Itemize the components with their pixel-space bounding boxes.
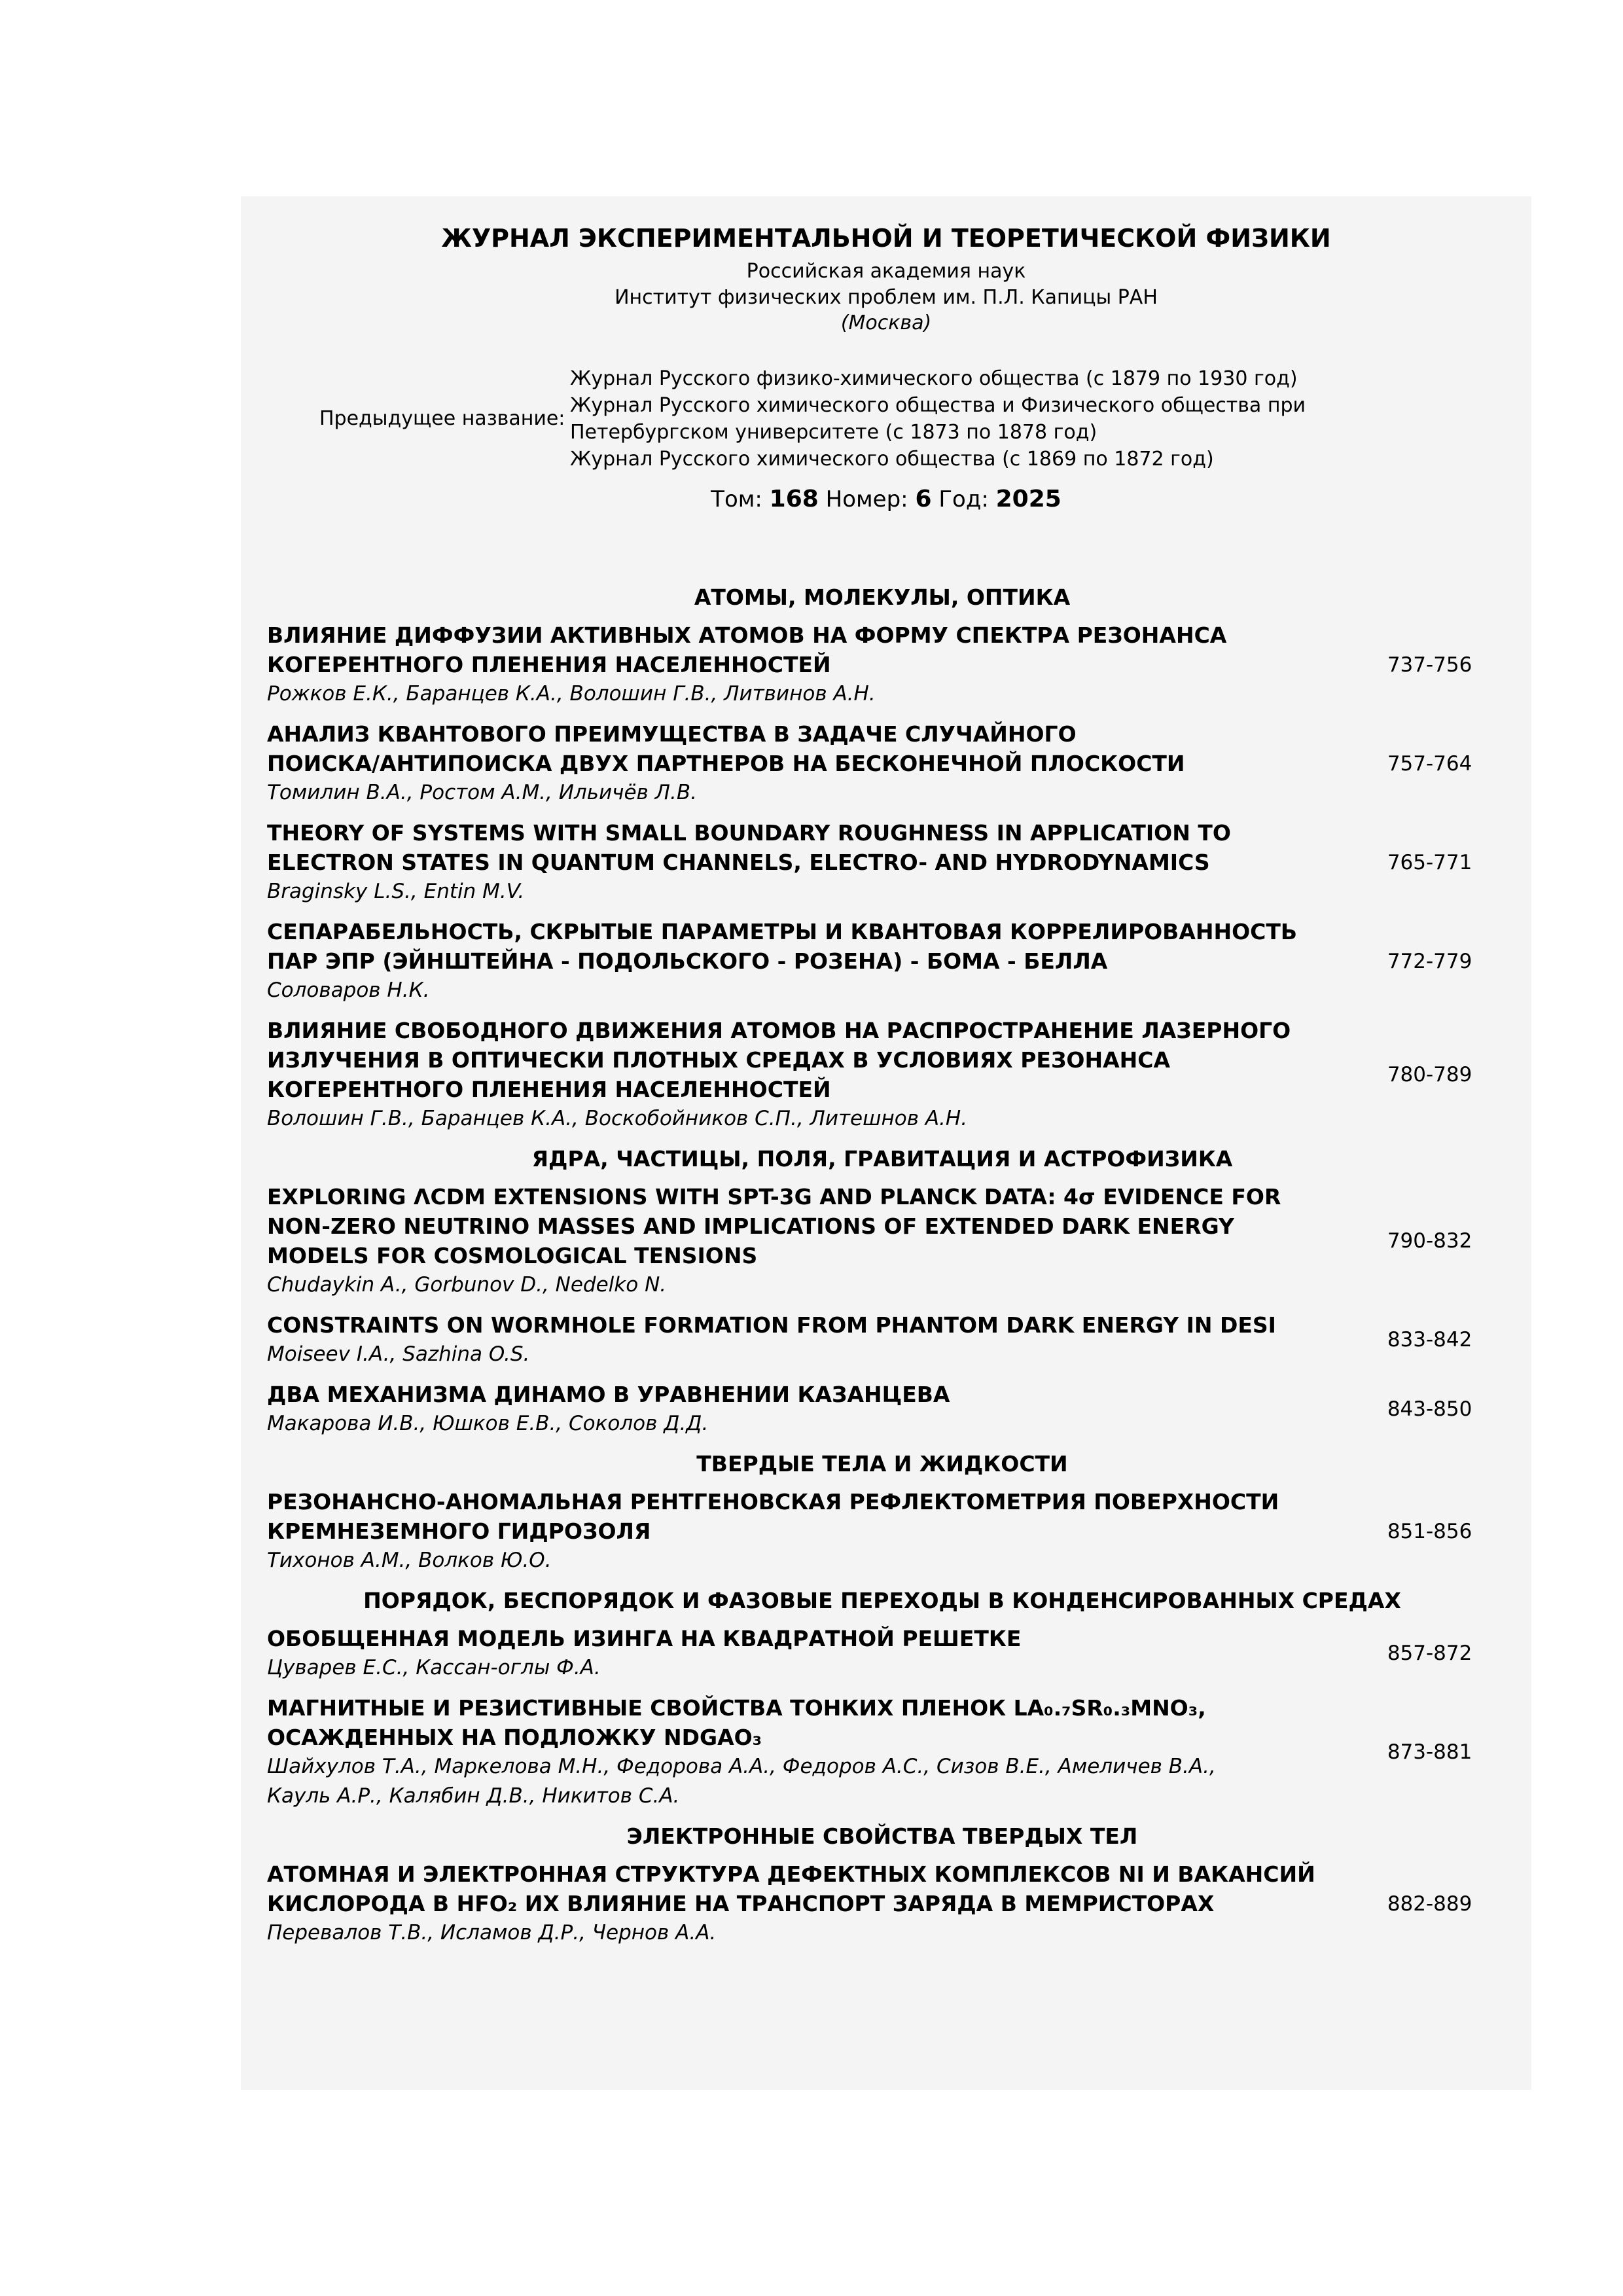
article-pages: 843-850 — [1387, 1397, 1472, 1421]
article-authors: Chudaykin A., Gorbunov D., Nedelko N. — [267, 1273, 667, 1297]
article-title-line[interactable]: РЕЗОНАНСНО-АНОМАЛЬНАЯ РЕНТГЕНОВСКАЯ РЕФЛЕКТОМЕТРИЯ ПОВЕРХНОСТИ — [267, 1489, 1279, 1515]
previous-name: Журнал Русского химического общества (с 1869 по 1872 год) — [570, 448, 1214, 471]
article-entry[interactable] — [267, 917, 1497, 1005]
article-title-line[interactable]: МАГНИТНЫЕ И РЕЗИСТИВНЫЕ СВОЙСТВА ТОНКИХ ПЛЕНОК LA₀.₇SR₀.₃MNO₃, — [267, 1695, 1206, 1721]
article-authors: Braginsky L.S., Entin M.V. — [267, 880, 525, 903]
volume: 168 — [769, 486, 819, 512]
number: 6 — [915, 486, 932, 512]
article-title-line[interactable]: ELECTRON STATES IN QUANTUM CHANNELS, ELECTRO- AND HYDRODYNAMICS — [267, 850, 1210, 875]
previous-name: Журнал Русского физико-химического общества (с 1879 по 1930 год) — [570, 367, 1298, 390]
article-title-line[interactable]: КОГЕРЕНТНОГО ПЛЕНЕНИЯ НАСЕЛЕННОСТЕЙ — [267, 1077, 831, 1102]
article-authors: Тихонов А.М., Волков Ю.О. — [267, 1549, 552, 1572]
article-body — [267, 1693, 1374, 1811]
article-body — [267, 1016, 1374, 1134]
article-entry[interactable] — [267, 1182, 1497, 1300]
article-title-line[interactable]: АТОМНАЯ И ЭЛЕКТРОННАЯ СТРУКТУРА ДЕФЕКТНЫХ КОМПЛЕКСОВ NI И ВАКАНСИЙ — [267, 1861, 1315, 1887]
article-entry[interactable] — [267, 818, 1497, 906]
article-authors: Цуварев Е.С., Кассан-оглы Ф.А. — [267, 1656, 601, 1679]
previous-names — [570, 365, 1306, 473]
article-entry[interactable] — [267, 1624, 1497, 1683]
article-title-line[interactable]: ОСАЖДЕННЫХ НА ПОДЛОЖКУ NDGAO₃ — [267, 1725, 762, 1750]
article-entry[interactable] — [267, 719, 1497, 808]
article-authors: Макарова И.В., Юшков Е.В., Соколов Д.Д. — [267, 1412, 709, 1435]
article-title-line[interactable]: ДВА МЕХАНИЗМА ДИНАМО В УРАВНЕНИИ КАЗАНЦЕВА — [267, 1382, 950, 1407]
article-title-line[interactable]: СЕПАРАБЕЛЬНОСТЬ, СКРЫТЫЕ ПАРАМЕТРЫ И КВАНТОВАЯ КОРРЕЛИРОВАННОСТЬ — [267, 919, 1298, 944]
article-body — [267, 1310, 1374, 1369]
article-body — [267, 1380, 1374, 1439]
volume-label: Том: — [711, 486, 762, 512]
previous-name: Петербургском университете (с 1873 по 1878 год) — [570, 421, 1097, 444]
article-title-line[interactable]: ПАР ЭПР (ЭЙНШТЕЙНА - ПОДОЛЬСКОГО - РОЗЕНА) - БОМА - БЕЛЛА — [267, 948, 1108, 974]
article-title-line[interactable]: EXPLORING ΛCDM EXTENSIONS WITH SPT-3G AND PLANCK DATA: 4σ EVIDENCE FOR — [267, 1184, 1281, 1210]
article-title-line[interactable]: CONSTRAINTS ON WORMHOLE FORMATION FROM PHANTOM DARK ENERGY IN DESI — [267, 1312, 1276, 1338]
article-pages: 780-789 — [1387, 1063, 1472, 1086]
previous-name-label: Предыдущее название: — [319, 407, 565, 430]
article-body — [267, 917, 1374, 1005]
article-title-line[interactable]: КОГЕРЕНТНОГО ПЛЕНЕНИЯ НАСЕЛЕННОСТЕЙ — [267, 652, 831, 677]
article-entry[interactable] — [267, 620, 1497, 709]
article-authors: Шайхулов Т.А., Маркелова М.Н., Федорова А.А., Федоров А.С., Сизов В.Е., Амеличев В.А., — [267, 1755, 1216, 1778]
article-title-line[interactable]: КРЕМНЕЗЕМНОГО ГИДРОЗОЛЯ — [267, 1518, 651, 1544]
year: 2025 — [995, 486, 1061, 512]
article-title-line[interactable]: NON-ZERO NEUTRINO MASSES AND IMPLICATIONS OF EXTENDED DARK ENERGY — [267, 1213, 1234, 1239]
previous-name: Журнал Русского химического общества и Физического общества при — [570, 394, 1306, 417]
article-body — [267, 1487, 1374, 1575]
toc-page — [241, 196, 1531, 2090]
article-pages: 790-832 — [1387, 1229, 1472, 1253]
article-pages: 772-779 — [1387, 949, 1472, 973]
article-pages: 765-771 — [1387, 850, 1472, 874]
issue-info — [241, 486, 1531, 512]
article-entry[interactable] — [267, 1859, 1497, 1948]
article-entry[interactable] — [267, 1380, 1497, 1439]
article-pages: 833-842 — [1387, 1328, 1472, 1352]
article-title-line[interactable]: MODELS FOR COSMOLOGICAL TENSIONS — [267, 1243, 758, 1268]
article-title-line[interactable]: ВЛИЯНИЕ ДИФФУЗИИ АКТИВНЫХ АТОМОВ НА ФОРМУ СПЕКТРА РЕЗОНАНСА — [267, 622, 1227, 648]
article-title-line[interactable]: ВЛИЯНИЕ СВОБОДНОГО ДВИЖЕНИЯ АТОМОВ НА РАСПРОСТРАНЕНИЕ ЛАЗЕРНОГО — [267, 1018, 1291, 1043]
city: (Москва) — [840, 312, 932, 334]
article-body — [267, 1182, 1374, 1300]
table-of-contents — [267, 579, 1497, 1958]
article-body — [267, 1859, 1374, 1948]
article-title-line[interactable]: THEORY OF SYSTEMS WITH SMALL BOUNDARY ROUGHNESS IN APPLICATION TO — [267, 820, 1231, 846]
article-authors: Томилин В.А., Ростом А.М., Ильичёв Л.В. — [267, 781, 697, 804]
article-entry[interactable] — [267, 1487, 1497, 1575]
number-label: Номер: — [825, 486, 908, 512]
journal-title: ЖУРНАЛ ЭКСПЕРИМЕНТАЛЬНОЙ И ТЕОРЕТИЧЕСКОЙ ФИЗИКИ — [441, 224, 1331, 253]
year-label: Год: — [938, 486, 989, 512]
article-pages: 851-856 — [1387, 1519, 1472, 1543]
section-heading: АТОМЫ, МОЛЕКУЛЫ, ОПТИКА — [694, 584, 1071, 610]
article-body — [267, 620, 1374, 709]
article-body — [267, 818, 1374, 906]
article-pages: 737-756 — [1387, 653, 1472, 677]
article-entry[interactable] — [267, 1016, 1497, 1134]
article-pages: 873-881 — [1387, 1740, 1472, 1764]
article-entry[interactable] — [267, 1693, 1497, 1811]
section-heading: ЯДРА, ЧАСТИЦЫ, ПОЛЯ, ГРАВИТАЦИЯ И АСТРОФИЗИКА — [531, 1146, 1233, 1172]
article-title-line[interactable]: КИСЛОРОДА В HFO₂ ИХ ВЛИЯНИЕ НА ТРАНСПОРТ ЗАРЯДА В МЕМРИСТОРАХ — [267, 1891, 1215, 1916]
article-authors: Соловаров Н.К. — [267, 978, 430, 1002]
article-pages: 882-889 — [1387, 1892, 1472, 1916]
article-body — [267, 719, 1374, 808]
article-pages: 757-764 — [1387, 751, 1472, 776]
article-title-line[interactable]: ИЗЛУЧЕНИЯ В ОПТИЧЕСКИ ПЛОТНЫХ СРЕДАХ В УСЛОВИЯХ РЕЗОНАНСА — [267, 1047, 1170, 1073]
article-authors: Рожков Е.К., Баранцев К.А., Волошин Г.В., Литвинов А.Н. — [267, 682, 876, 706]
article-title-line[interactable]: ПОИСКА/АНТИПОИСКА ДВУХ ПАРТНЕРОВ НА БЕСКОНЕЧНОЙ ПЛОСКОСТИ — [267, 751, 1185, 776]
section-heading: ПОРЯДОК, БЕСПОРЯДОК И ФАЗОВЫЕ ПЕРЕХОДЫ В КОНДЕНСИРОВАННЫХ СРЕДАХ — [363, 1588, 1401, 1613]
section-heading: ТВЕРДЫЕ ТЕЛА И ЖИДКОСТИ — [696, 1451, 1068, 1477]
academy: Российская академия наук — [746, 260, 1026, 283]
article-authors: Волошин Г.В., Баранцев К.А., Воскобойников С.П., Литешнов А.Н. — [267, 1107, 968, 1130]
article-authors: Кауль А.Р., Калябин Д.В., Никитов С.А. — [267, 1784, 680, 1808]
article-entry[interactable] — [267, 1310, 1497, 1369]
article-title-line[interactable]: АНАЛИЗ КВАНТОВОГО ПРЕИМУЩЕСТВА В ЗАДАЧЕ СЛУЧАЙНОГО — [267, 721, 1077, 747]
article-body — [267, 1624, 1374, 1683]
article-title-line[interactable]: ОБОБЩЕННАЯ МОДЕЛЬ ИЗИНГА НА КВАДРАТНОЙ РЕШЕТКЕ — [267, 1626, 1022, 1651]
section-heading: ЭЛЕКТРОННЫЕ СВОЙСТВА ТВЕРДЫХ ТЕЛ — [626, 1823, 1138, 1849]
institute: Институт физических проблем им. П.Л. Капицы РАН — [615, 286, 1158, 309]
article-pages: 857-872 — [1387, 1641, 1472, 1665]
article-authors: Moiseev I.A., Sazhina O.S. — [267, 1342, 530, 1366]
article-authors: Перевалов Т.В., Исламов Д.Р., Чернов А.А. — [267, 1921, 717, 1945]
